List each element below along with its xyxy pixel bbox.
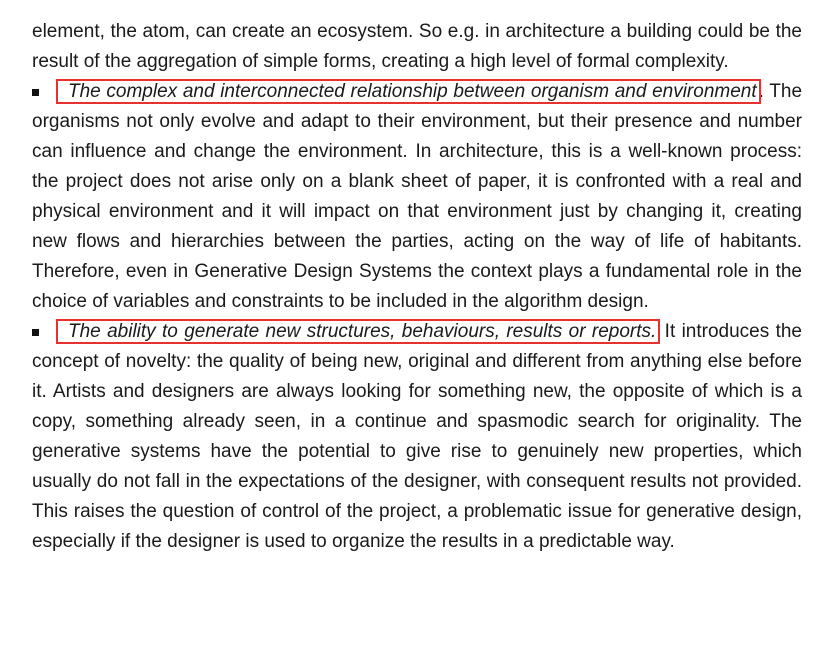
- intro-paragraph: element, the atom, can create an ecosystem. So e.g. in architecture a building could be the result of the aggregation of simple forms, creating a high level of formal complexity.: [32, 21, 802, 72]
- highlighted-heading: The ability to generate new structures, behaviours, results or reports.: [58, 321, 658, 342]
- heading-trailing-text: .: [758, 81, 764, 102]
- highlighted-heading: The complex and interconnected relationship between organism and environment: [58, 81, 759, 102]
- list-item-text: [32, 317, 802, 557]
- square-bullet-icon: [32, 89, 39, 96]
- list-item-body: It introduces the concept of novelty: the quality of being new, original and different from anything else before it. Artists and designers are always looking for something new, the opposite of which is a copy, something already seen, in a continue and spasmodic search for originality. The generative systems have the potential to give rise to genuinely new properties, which usually do not fall in the expectations of the designer, with consequent results not provided. This raises the question of control of the project, a problematic issue for generative design, especially if the designer is used to organize the results in a predictable way.: [32, 321, 802, 552]
- square-bullet-icon: [32, 329, 39, 336]
- list-item: [32, 77, 802, 317]
- list-item-text: [32, 77, 802, 317]
- list-item-body: The organisms not only evolve and adapt to their environment, but their presence and number can influence and change the environment. In architecture, this is a well-known process: the project does not arise only on a blank sheet of paper, it is confronted with a real and physical environment and it will impact on that environment just by changing it, creating new flows and hierarchies between the parties, acting on the way of life of habitants. Therefore, even in Generative Design Systems the context plays a fundamental role in the choice of variables and constraints to be included in the algorithm design.: [32, 81, 803, 312]
- list-item: [32, 317, 802, 557]
- document-page: [32, 17, 802, 557]
